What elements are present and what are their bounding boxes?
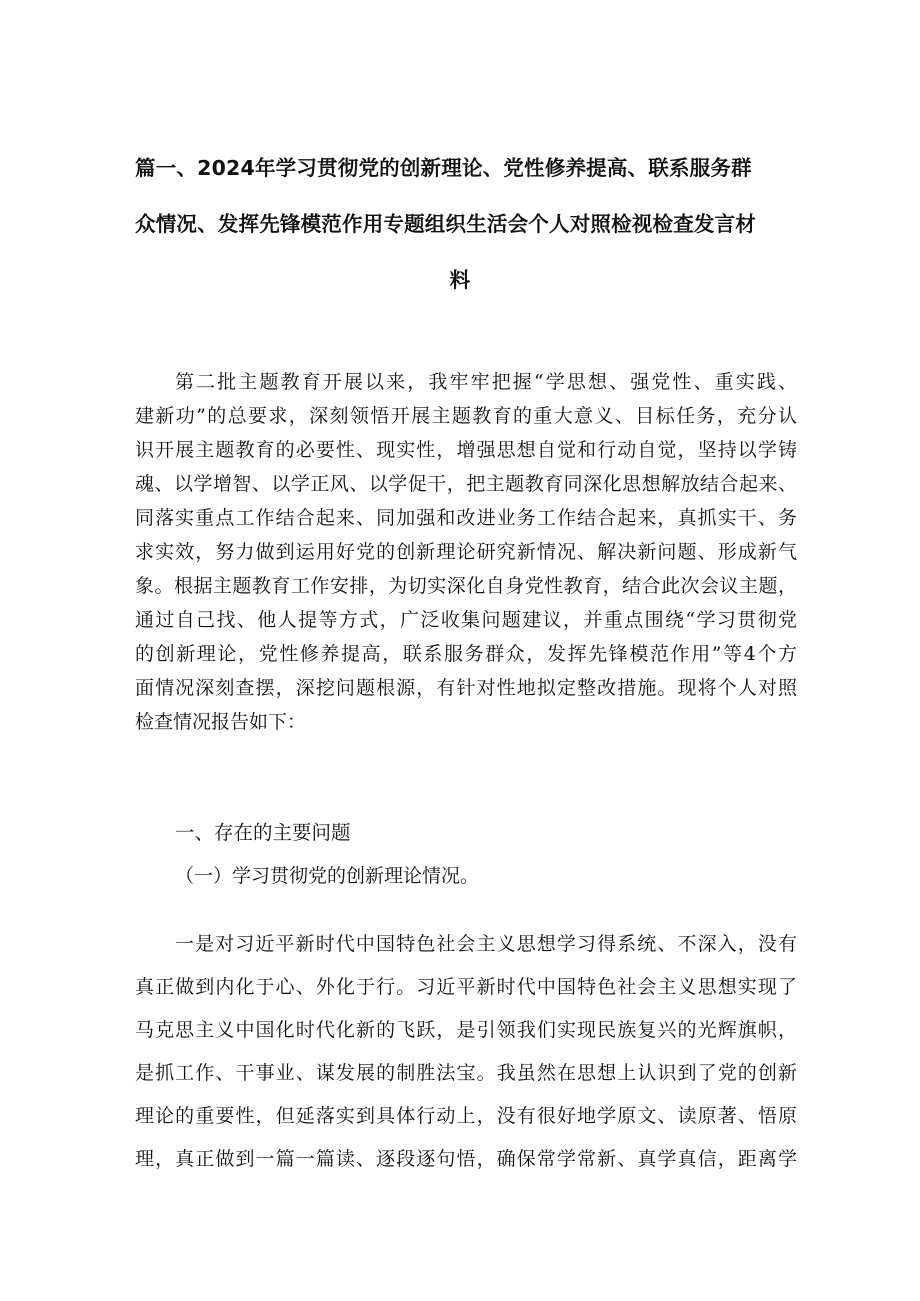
paragraph-line: 的创新理论，党性修养提高，联系服务群众，发挥先锋模范作用”等4个方 <box>135 643 797 665</box>
paragraph-line: 真正做到内化于心、外化于行。习近平新时代中国特色社会主义思想实现了 <box>135 976 797 998</box>
paragraph-line: 建新功”的总要求，深刻领悟开展主题教育的重大意义、目标任务，充分认 <box>135 405 797 427</box>
paragraph-line: 识开展主题教育的必要性、现实性，增强思想自觉和行动自觉，坚持以学铸 <box>135 439 797 461</box>
paragraph-line: 求实效，努力做到运用好党的创新理论研究新情况、解决新问题、形成新气 <box>135 541 797 563</box>
document-title <box>135 147 785 301</box>
paragraph-line: 马克思主义中国化时代化新的飞跃，是引领我们实现民族复兴的光辉旗帜， <box>135 1019 797 1041</box>
paragraph-line: 通过自己找、他人提等方式，广泛收集问题建议，并重点围绕“学习贯彻党 <box>135 609 797 631</box>
subsection-heading: （一）学习贯彻党的创新理论情况。 <box>175 865 480 887</box>
paragraph-line: 魂、以学增智、以学正风、以学促干，把主题教育同深化思想解放结合起来、 <box>135 473 797 495</box>
title-line-2: 众情况、发挥先锋模范作用专题组织生活会个人对照检视检查发言材 <box>135 212 756 236</box>
paragraph-section-one <box>135 927 797 1176</box>
title-line-3: 料 <box>449 268 471 292</box>
paragraph-line: 一是对习近平新时代中国特色社会主义思想学习得系统、不深入，没有 <box>175 933 797 955</box>
section-heading: 一、存在的主要问题 <box>175 821 351 844</box>
paragraph-line: 面情况深刻查摆，深挖问题根源，有针对性地拟定整改措施。现将个人对照 <box>135 677 797 699</box>
paragraph-line: 是抓工作、干事业、谋发展的制胜法宝。我虽然在思想上认识到了党的创新 <box>135 1062 797 1084</box>
paragraph-intro <box>135 365 797 739</box>
paragraph-line: 理，真正做到一篇一篇读、逐段逐句悟，确保常学常新、真学真信，距离学 <box>135 1148 797 1170</box>
paragraph-line: 象。根据主题教育工作安排，为切实深化自身党性教育，结合此次会议主题， <box>135 575 797 597</box>
paragraph-line: 检查情况报告如下： <box>135 711 307 733</box>
paragraph-line: 理论的重要性，但延落实到具体行动上，没有很好地学原文、读原著、悟原 <box>135 1105 797 1127</box>
paragraph-line: 第二批主题教育开展以来，我牢牢把握“学思想、强党性、重实践、 <box>175 371 797 393</box>
title-line-1: 篇一、2024年学习贯彻党的创新理论、党性修养提高、联系服务群 <box>135 156 752 180</box>
paragraph-line: 同落实重点工作结合起来、同加强和改进业务工作结合起来，真抓实干、务 <box>135 507 797 529</box>
